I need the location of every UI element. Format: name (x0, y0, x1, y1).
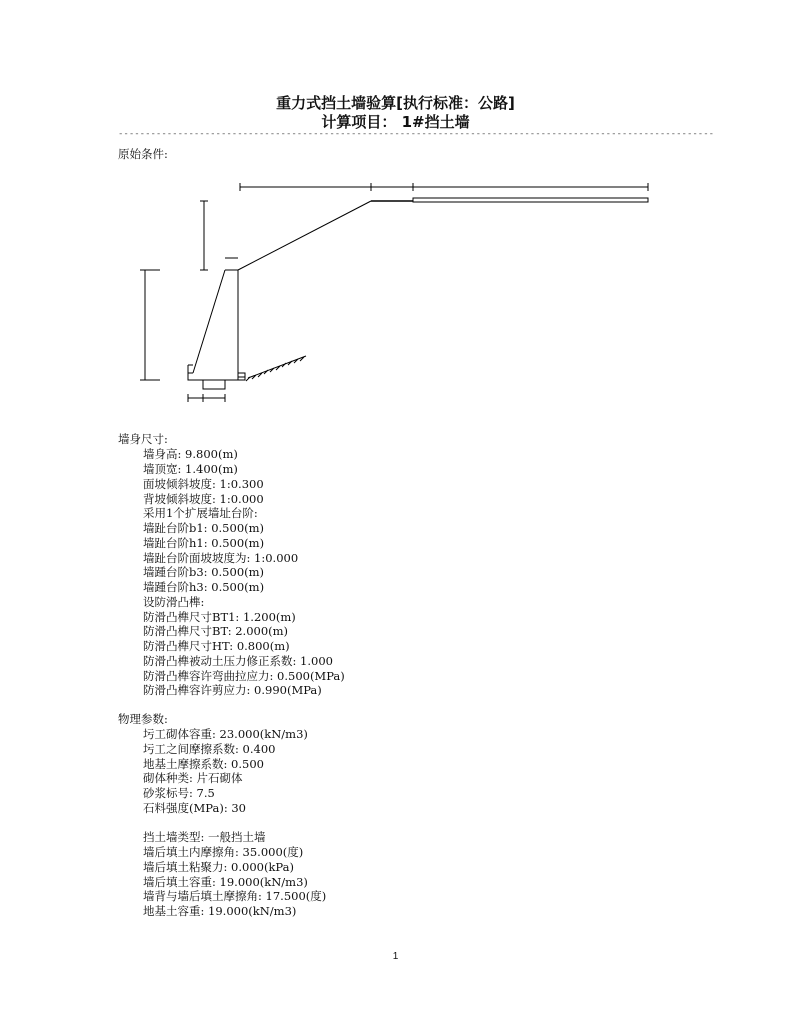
physical-line: 圬工之间摩擦系数: 0.400 (143, 742, 276, 756)
wall-dimensions-heading: 墙身尺寸: (118, 432, 168, 446)
wall-dim-line: 防滑凸榫容许弯曲拉应力: 0.500(MPa) (143, 669, 345, 683)
physical-line: 墙后填土内摩擦角: 35.000(度) (143, 845, 304, 859)
wall-dim-line: 防滑凸榫被动土压力修正系数: 1.000 (143, 654, 333, 668)
document-title: 重力式挡土墙验算[执行标准：公路] (276, 94, 515, 112)
wall-dim-line: 墙趾台阶h1: 0.500(m) (143, 536, 265, 550)
physical-line: 墙背与墙后填土摩擦角: 17.500(度) (143, 889, 327, 903)
physical-line: 墙后填土容重: 19.000(kN/m3) (143, 875, 308, 889)
physical-line: 挡土墙类型: 一般挡土墙 (143, 830, 266, 844)
wall-footing (188, 373, 245, 380)
wall-dim-line: 墙踵台阶b3: 0.500(m) (143, 565, 265, 579)
wall-dim-line: 面坡倾斜坡度: 1:0.300 (143, 477, 264, 491)
wall-dim-line: 防滑凸榫尺寸HT: 0.800(m) (143, 639, 290, 653)
physical-line: 地基土容重: 19.000(kN/m3) (143, 904, 297, 918)
wall-dim-line: 墙趾台阶b1: 0.500(m) (143, 521, 265, 535)
wall-dim-line: 防滑凸榫容许剪应力: 0.990(MPa) (143, 683, 322, 697)
physical-params-heading: 物理参数: (118, 712, 168, 726)
wall-dim-line: 背坡倾斜坡度: 1:0.000 (143, 492, 264, 506)
physical-line: 圬工砌体容重: 23.000(kN/m3) (143, 727, 308, 741)
physical-line: 砌体种类: 片石砌体 (143, 771, 243, 785)
physical-line: 砂浆标号: 7.5 (143, 786, 215, 800)
separator-line: -------------------------------------------------------------------------------------------------------------- (118, 129, 715, 139)
wall-dim-line: 防滑凸榫尺寸BT1: 1.200(m) (143, 610, 296, 624)
page-number: 1 (392, 951, 399, 962)
wall-back-and-top (225, 270, 238, 377)
physical-line: 墙后填土粘聚力: 0.000(kPa) (143, 860, 294, 874)
retaining-wall-diagram (0, 0, 791, 420)
wall-dim-line: 墙踵台阶h3: 0.500(m) (143, 580, 265, 594)
wall-face-line (193, 270, 225, 373)
road-surface (413, 198, 648, 202)
physical-line: 石料强度(MPa): 30 (143, 801, 246, 815)
document-subtitle: 计算项目： 1#挡土墙 (321, 113, 470, 131)
wall-dim-line: 设防滑凸榫: (143, 595, 205, 609)
wall-dim-line: 墙顶宽: 1.400(m) (143, 462, 238, 476)
wall-dim-line: 墙身高: 9.800(m) (143, 447, 238, 461)
wall-dim-line: 防滑凸榫尺寸BT: 2.000(m) (143, 624, 289, 638)
anti-slide-key (203, 380, 225, 389)
original-conditions-label: 原始条件: (118, 147, 168, 161)
backfill-slope-line (238, 201, 371, 270)
wall-dim-line: 墙趾台阶面坡坡度为: 1:0.000 (143, 551, 299, 565)
wall-dim-line: 采用1个扩展墙址台阶: (143, 506, 258, 520)
physical-line: 地基土摩擦系数: 0.500 (143, 757, 264, 771)
